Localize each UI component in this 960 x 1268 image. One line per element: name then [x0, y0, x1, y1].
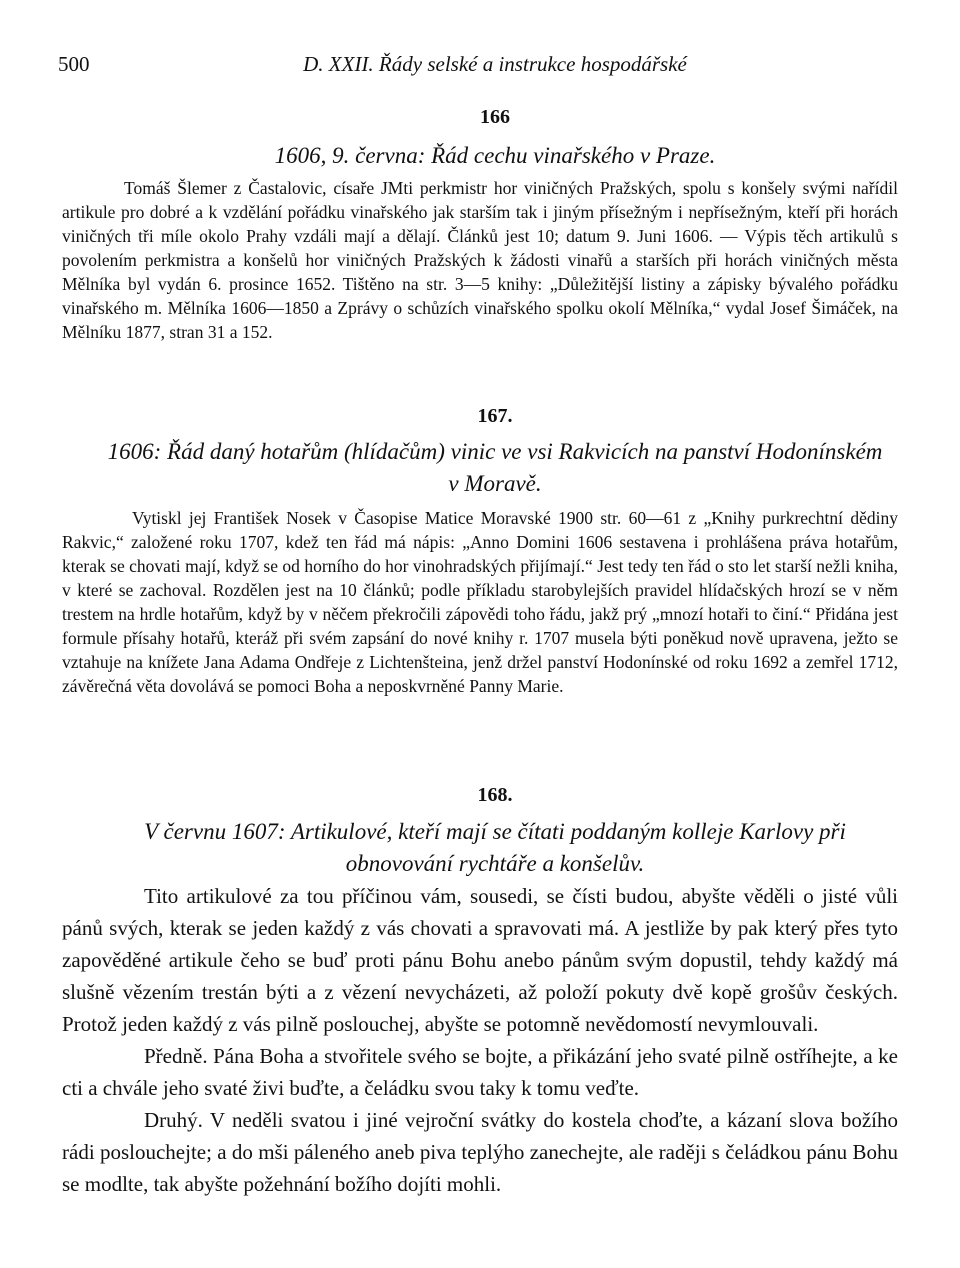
running-title: D. XXII. Řády selské a instrukce hospodářské [303, 52, 687, 76]
document-summary [62, 506, 898, 698]
document-number: 166 [480, 106, 510, 128]
document-title: V červnu 1607: Artikulové, kteří mají se čítati poddaným kolleje Karlovy při obnovování rychtáře a konšelův. [144, 819, 846, 876]
paragraph: Tomáš Šlemer z Častalovic, císaře JMti perkmistr hor viničných Pražských, spolu s konšely svými nařídil artikule pro dobré a k vzdělání pořádku vinařského jak starším tak i jiným přísežným i nepřísežným, kteří při horách viničných tři míle okolo Prahy vzdáli mají a dělají. Článků jest 10; datum 9. Juni 1606. — Výpis těch artikulů s povolením perkmistra a konšelů hor viničných Pražských k žádosti vinařů a starších při horách viničných města Mělníka byl vydán 6. prosince 1652. Tištěno na str. 3—5 knihy: „Důležitější listiny a zápisky bývalého pořádku vinařského m. Mělníka 1606—1850 a Zprávy o schůzích vinařského spolku okolí Mělníka,“ vydal Josef Šimáček, na Mělníku 1877, stran 31 a 152. [62, 178, 898, 342]
document-title: 1606, 9. června: Řád cechu vinařského v Praze. [274, 143, 716, 168]
paragraph: Druhý. V neděli svatou i jiné vejroční svátky do kostela choďte, a kázaní slova božího rádi poslouchejte; a do mši páleného aneb piva teplýho zanechejte, ale raději s čeládkou pánu Bohu se modlte, tak abyšte požehnání božího dojíti mohli. [62, 1108, 898, 1196]
document-text [62, 880, 898, 1200]
running-header [0, 52, 960, 82]
page-number: 500 [58, 52, 90, 76]
paragraph: Tito artikulové za tou příčinou vám, sousedi, se čísti budou, abyšte věděli o jisté vůli pánů svých, kterak se jeden každý z vás chovati a spravovati má. A jestliže by pak který přes tyto zapověděné artikule čeho se buď proti pánu Bohu anebo pánům svým dopustil, tehdy každý má slušně vězením trestán býti a z vězení nevycházeti, až položí pokuty dvě kopě grošův českých. Protož jeden každý z vás pilně poslouchej, abyšte se potomně nevědomostí nevymlouvali. [62, 884, 898, 1036]
document-number: 168. [477, 784, 513, 806]
document-summary [62, 176, 898, 344]
document-title: 1606: Řád daný hotařům (hlídačům) vinic ve vsi Rakvicích na panství Hodonínském v Moravě. [107, 439, 883, 496]
paragraph: Vytiskl jej František Nosek v Časopise Matice Moravské 1900 str. 60—61 z „Knihy purkrechtní dědiny Rakvic,“ založené roku 1707, kdež ten řád má nápis: „Anno Domini 1606 sestavena i prohlášena práva hotařům, kterak se chovati mají, když se od horního do hor vinohradských přijímají.“ Jest tedy ten řád o sto let starší nežli kniha, v které se zachoval. Rozdělen jest na 10 článků; podle příkladu starobylejších pravidel hlídačských hrozí se v něm trestem na hrdle hotařům, když by v něčem překročili zápovědi toho řádu, jakž prý „mnozí hotaři to činí.“ Přidána jest formule přísahy hotařů, kteráž při svém zapsání do nové knihy r. 1707 musela býti poněkud nově upravena, ježto se vztahuje na knížete Jana Adama Ondřeje z Lichtenšteina, jenž držel panství Hodonínské od roku 1692 a zemřel 1712, závěrečná věta dovolává se pomoci Boha a neposkvrněné Panny Marie. [62, 508, 898, 696]
paragraph: Předně. Pána Boha a stvořitele svého se bojte, a přikázání jeho svaté pilně ostříhejte, a ke cti a chvále jeho svaté živi buďte, a čeládku svou taky k tomu veďte. [62, 1044, 898, 1100]
document-number: 167. [477, 405, 513, 427]
